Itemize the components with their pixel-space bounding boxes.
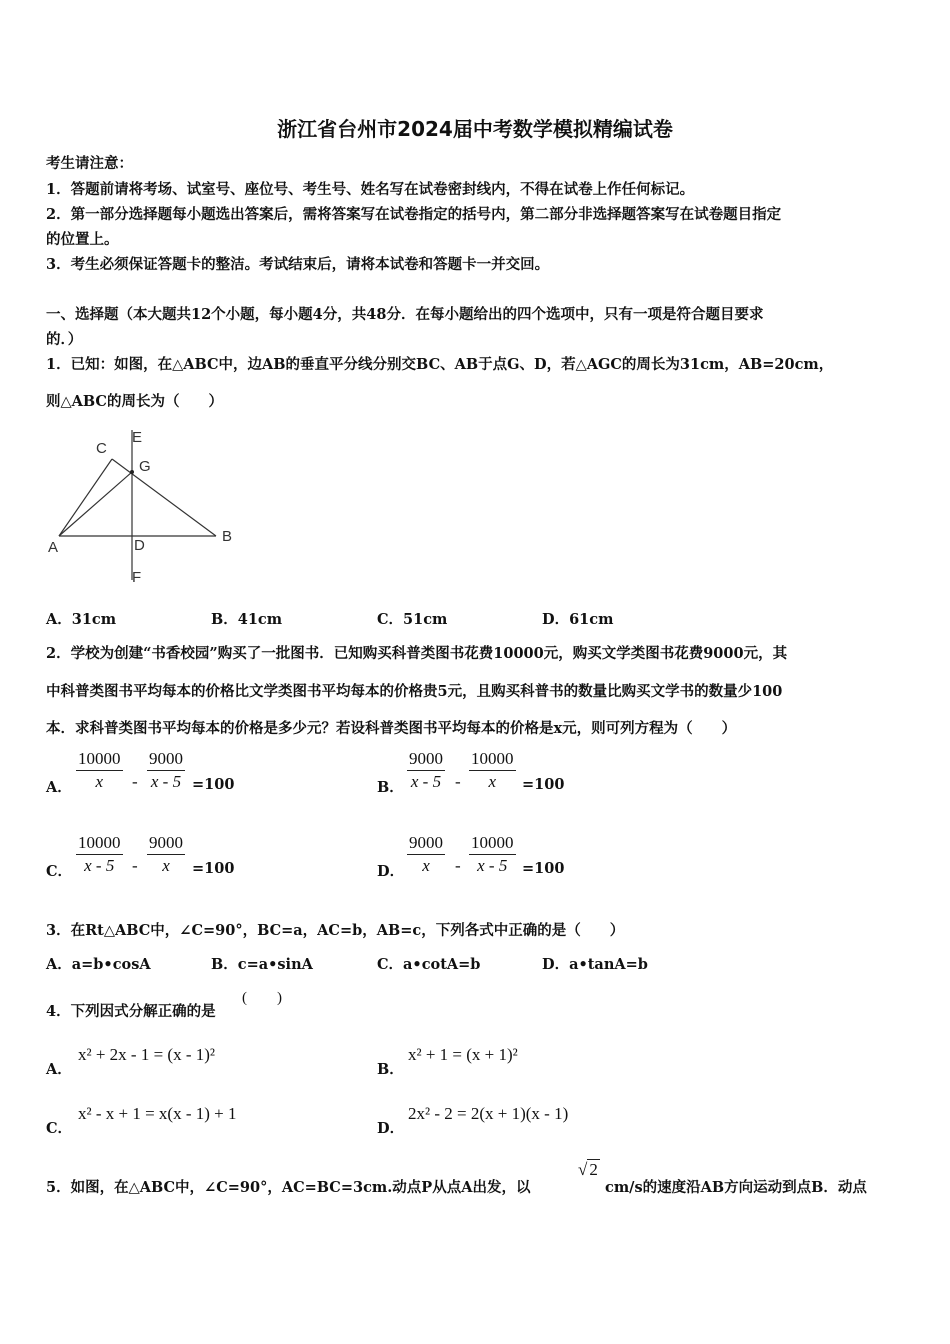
q2-option-c-letter[interactable]: C．	[46, 863, 73, 880]
q2-b-frac-1: $\frac{9000}{x - 5}$	[409, 749, 443, 791]
q2-option-a-letter[interactable]: A．	[46, 779, 72, 796]
label-c: C	[96, 440, 107, 457]
q4-option-a-expr: x² + 2x - 1 = (x - 1)²	[78, 1045, 216, 1064]
q1-stem: 1．已知：如图，在△ABC中，边AB的垂直平分线分别交BC、AB于点G、D，若△AGC的周长为31cm，AB=20cm，	[46, 356, 834, 373]
segment-ag	[59, 472, 132, 536]
q2-option-d-letter[interactable]: D．	[377, 863, 405, 880]
q2-b-frac-2: $\frac{10000}{x}$	[471, 749, 514, 791]
label-g: G	[139, 458, 151, 475]
q3-option-d[interactable]: D．a•tanA=b	[542, 956, 648, 973]
q4-stem: 4．下列因式分解正确的是	[46, 1003, 216, 1020]
point-g	[130, 470, 134, 474]
notice-item: 3．考生必须保证答题卡的整洁。考试结束后，请将本试卷和答题卡一并交回。	[46, 256, 550, 273]
q2-c-rhs: =100	[192, 860, 235, 877]
q2-stem-cont: 本．求科普类图书平均每本的价格是多少元？若设科普类图书平均每本的价格是x元，则可列方程为（ ）	[46, 720, 737, 737]
q1-triangle-figure	[44, 425, 244, 590]
sqrt-sign: √	[578, 1160, 588, 1179]
sqrt-radicand: 2	[589, 1160, 598, 1179]
q4-option-c-letter[interactable]: C．	[46, 1120, 73, 1137]
segment-ac	[59, 459, 112, 536]
section-heading: 一、选择题（本大题共12个小题，每小题4分，共48分．在每小题给出的四个选项中，只有一项是符合题目要求	[46, 306, 764, 323]
minus-sign: -	[132, 772, 138, 791]
label-f: F	[132, 569, 142, 586]
q1-option-b[interactable]: B．41cm	[211, 611, 283, 628]
q5-stem-suffix: cm/s的速度沿AB方向运动到点B．动点	[605, 1179, 867, 1196]
q2-d-frac-1: $\frac{9000}{x}$	[409, 833, 443, 875]
q2-a-frac-2: $\frac{9000}{x - 5}$	[149, 749, 183, 791]
section-heading-cont: 的．）	[46, 331, 83, 348]
q3-stem: 3．在Rt△ABC中，∠C=90°，BC=a，AC=b，AB=c，下列各式中正确的是（ ）	[46, 922, 625, 939]
q4-option-c-expr: x² - x + 1 = x(x - 1) + 1	[78, 1104, 237, 1123]
minus-sign: -	[132, 856, 138, 875]
q4-option-a-letter[interactable]: A．	[46, 1061, 72, 1078]
q2-b-rhs: =100	[522, 776, 565, 793]
notice-item: 2．第一部分选择题每小题选出答案后，需将答案写在试卷指定的括号内，第二部分非选择题答案写在试卷题目指定	[46, 206, 782, 223]
q4-option-b-expr: x² + 1 = (x + 1)²	[408, 1045, 518, 1064]
q4-option-d-expr: 2x² - 2 = 2(x + 1)(x - 1)	[408, 1104, 569, 1123]
notice-item: 1．答题前请将考场、试室号、座位号、考生号、姓名写在试卷密封线内，不得在试卷上作任何标记。	[46, 181, 695, 198]
q2-a-frac-1: $\frac{10000}{x}$	[78, 749, 121, 791]
q2-d-frac-2: $\frac{10000}{x - 5}$	[471, 833, 514, 875]
label-b: B	[222, 528, 233, 545]
label-a: A	[48, 539, 59, 556]
segment-cb	[112, 459, 216, 536]
q3-option-b[interactable]: B．c=a•sinA	[211, 956, 313, 973]
page-title: 浙江省台州市2024届中考数学模拟精编试卷	[277, 117, 673, 141]
q3-option-a[interactable]: A．a=b•cosA	[46, 956, 151, 973]
q4-option-b-letter[interactable]: B．	[377, 1061, 404, 1078]
q2-c-frac-1: $\frac{10000}{x - 5}$	[78, 833, 121, 875]
q2-stem: 2．学校为创建“书香校园”购买了一批图书．已知购买科普类图书花费10000元，购买文学类图书花费9000元，其	[46, 645, 788, 662]
q2-stem-cont: 中科普类图书平均每本的价格比文学类图书平均每本的价格贵5元，且购买科普书的数量比购买文学书的数量少100	[46, 683, 783, 700]
notice-item: 的位置上。	[46, 231, 119, 248]
minus-sign: -	[455, 856, 461, 875]
q4-paren: ( )	[242, 990, 282, 1006]
sqrt-expression	[578, 1160, 600, 1180]
minus-sign: -	[455, 772, 461, 791]
q5-stem-prefix: 5．如图，在△ABC中，∠C=90°，AC=BC=3cm.动点P从点A出发，以	[46, 1179, 531, 1196]
q3-option-c[interactable]: C．a•cotA=b	[377, 956, 481, 973]
q2-c-frac-2: $\frac{9000}{x}$	[149, 833, 183, 875]
q2-a-rhs: =100	[192, 776, 235, 793]
q1-stem-cont: 则△ABC的周长为（ ）	[46, 393, 223, 410]
q2-option-b-letter[interactable]: B．	[377, 779, 404, 796]
q2-d-rhs: =100	[522, 860, 565, 877]
notice-heading: 考生请注意：	[46, 155, 133, 172]
q1-option-c[interactable]: C．51cm	[377, 611, 448, 628]
label-d: D	[134, 537, 145, 554]
q1-option-d[interactable]: D．61cm	[542, 611, 614, 628]
label-e: E	[132, 429, 143, 446]
q1-option-a[interactable]: A．31cm	[46, 611, 117, 628]
q4-option-d-letter[interactable]: D．	[377, 1120, 405, 1137]
